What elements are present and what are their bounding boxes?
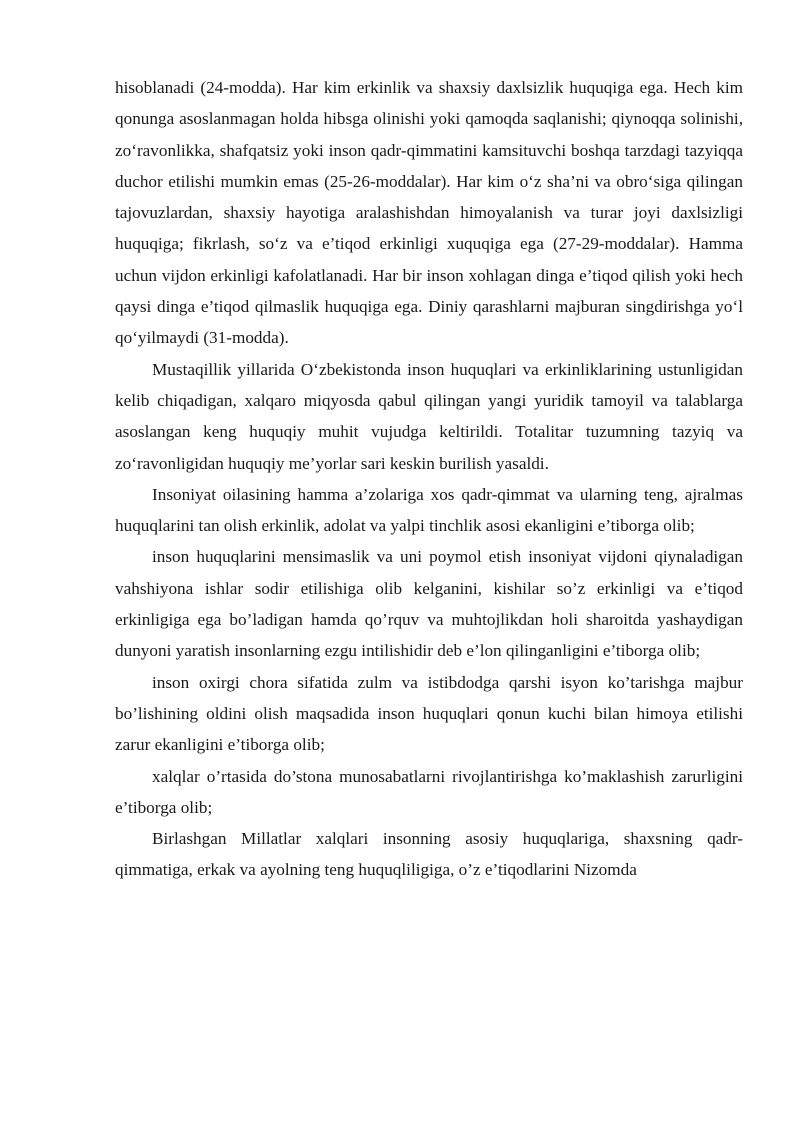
paragraph-disregard-rights: inson huquqlarini mensimaslik va uni poymol etish insoniyat vijdoni qiynaladigan vahshiyona ishlar sodir etilishiga olib kelganini, kishilar so’z erkinligi va e’tiqod erkinligiga ega bo’ladigan hamda qo’rquv va muhtojlikdan holi sharoitda yashaydigan dunyoni yaratish insonlarning ezgu intilishidir deb e’lon qilinganligini e’tiborga olib; — [115, 547, 743, 661]
paragraph-friendly-relations: xalqlar o’rtasida do’stona munosabatlarni rivojlantirishga ko’maklashish zarurligini e’tiborga olib; — [115, 766, 743, 817]
paragraph-continuation: hisoblanadi (24-modda). Har kim erkinlik va shaxsiy daxlsizlik huquqiga ega. Hech kim qonunga asoslanmagan holda hibsga olinishi yoki qamoqda saqlanishi; qiynoqqa solinishi, zo‘ravonlikka, shafqatsiz yoki inson qadr-qimmatini kamsituvchi boshqa tarzdagi tazyiqqa duchor etilishi mumkin emas (25-26-moddalar). Har kim o‘z sha’ni va obro‘siga qilingan tajovuzlardan, shaxsiy hayotiga aralashishdan himoyalanish va turar joyi daxlsizligi huquqiga; fikrlash, so‘z va e’tiqod erkinligi xuquqiga ega (27-29-moddalar). Hamma uchun vijdon erkinligi kafolatlanadi. Har bir inson xohlagan dinga e’tiqod qilish yoki hech qaysi dinga e’tiqod qilmaslik huquqiga ega. Diniy qarashlarni majburan singdirishga yo‘l qo‘yilmaydi (31-modda). — [115, 78, 743, 348]
paragraph-united-nations: Birlashgan Millatlar xalqlari insonning asosiy huquqlariga, shaxsning qadr-qimmatiga, erkak va ayolning teng huquqliligiga, o’z e’tiqodlarini Nizomda — [115, 829, 743, 880]
paragraph-independence-years: Mustaqillik yillarida O‘zbekistonda inson huquqlari va erkinliklarining ustunligidan kelib chiqadigan, xalqaro miqyosda qabul qilingan yangi yuridik tamoyil va talablarga asoslangan keng huquqiy muhit vujudga keltirildi. Totalitar tuzumning tazyiq va zo‘ravonligidan huquqiy me’yorlar sari keskin burilish yasaldi. — [115, 359, 743, 473]
paragraph-human-family: Insoniyat oilasining hamma a’zolariga xos qadr-qimmat va ularning teng, ajralmas huquqlarini tan olish erkinlik, adolat va yalpi tinchlik asosi ekanligini e’tiborga olib; — [115, 484, 743, 536]
document-page — [115, 72, 743, 886]
paragraph-rebellion: inson oxirgi chora sifatida zulm va istibdodga qarshi isyon ko’tarishga majbur bo’lishining oldini olish maqsadida inson huquqlari qonun kuchi bilan himoya etilishi zarur ekanligini e’tiborga olib; — [115, 672, 743, 755]
